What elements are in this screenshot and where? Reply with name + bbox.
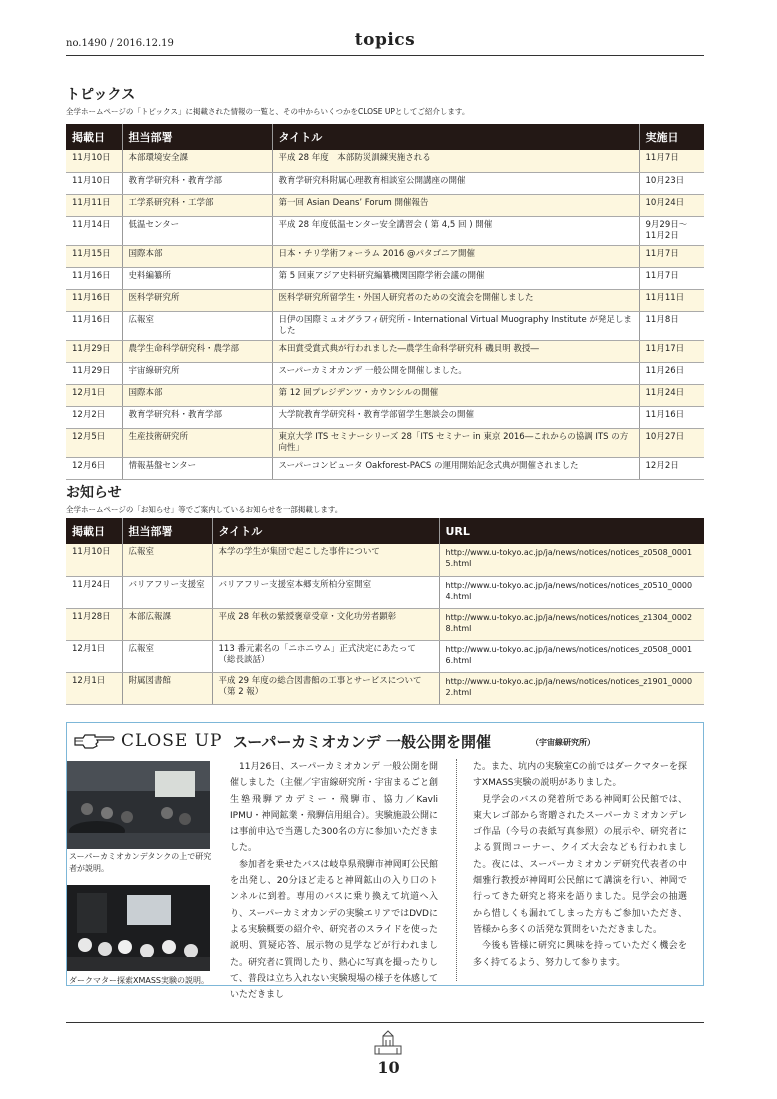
cell-url[interactable]: http://www.u-tokyo.ac.jp/ja/news/notices/notices_z1304_00028.html <box>439 608 704 640</box>
article-paragraph: た。また、坑内の実験室Cの前ではダークマターを探すXMASS実験の説明がありました。 <box>473 762 687 789</box>
article-paragraph: 参加者を乗せたバスは岐阜県飛騨市神岡町公民館を出発し、20分ほど走ると神岡鉱山の入り口のトンネルに到着。専用のバスに乗り換えて坑道へ入り、スーパーカミオカンデの実験エリアではDVDによる実験概要の紹介や、研究者のスライドを使った説明、質疑応答、展示物の見学などが行われました。研究者に質問したり、熱心に写真を撮ったりして、普段は立ち入れない実験現場の様子を体感していただきまし <box>230 859 438 1001</box>
table-row <box>66 216 704 245</box>
article-paragraph: 見学会のバスの発着所である神岡町公民館では、東大レゴ部から寄贈されたスーパーカミオカンデレゴ作品（今号の表紙写真参照）の展示や、研究者による質問コーナー、クイズ大会なども行われました。夜には、スーパーカミオカンデ研究代表者の中畑雅行教授が神岡町公民館にて講演を行い、神岡で行ってきた研究と将来を語りました。見学会の抽選から惜しくも漏れてしまった方もご参加いただき、皆様から多くの活発な質問をいただきました。 <box>473 794 687 935</box>
table-row <box>66 544 704 576</box>
topics-description: 全学ホームページの「トピックス」に掲載された情報の一覧と、その中からいくつかをCLOSE UPとしてご紹介します。 <box>66 107 470 116</box>
closeup-title: スーパーカミオカンデ 一般公開を開催 <box>233 733 491 751</box>
cell-dept: 広報室 <box>122 640 212 672</box>
cell-event-date: 10月23日 <box>639 172 704 194</box>
cell-date: 11月16日 <box>66 289 122 311</box>
cell-title: 大学院教育学研究科・教育学部留学生懇談会の開催 <box>272 406 639 428</box>
article-column-1 <box>230 759 438 1003</box>
cell-date: 11月16日 <box>66 267 122 289</box>
cell-date: 11月14日 <box>66 216 122 245</box>
col-header-title: タイトル <box>212 518 439 544</box>
cell-title: 本田賞受賞式典が行われました―農学生命科学研究科 磯貝明 教授― <box>272 340 639 362</box>
cell-title: 医科学研究所留学生・外国人研究者のための交流会を開催しました <box>272 289 639 311</box>
col-header-dept: 担当部署 <box>122 124 272 150</box>
table-row <box>66 457 704 479</box>
cell-dept: 宇宙線研究所 <box>122 362 272 384</box>
yasuda-auditorium-icon <box>371 1030 405 1056</box>
cell-title: 平成 29 年度の総合図書館の工事とサービスについて（第 2 報） <box>212 672 439 704</box>
page-header <box>66 30 704 56</box>
pointing-hand-icon <box>73 732 115 750</box>
cell-event-date: 11月7日 <box>639 150 704 172</box>
table-row <box>66 245 704 267</box>
cell-dept: 本部環境安全課 <box>122 150 272 172</box>
photo1-caption: スーパーカミオカンデタンクの上で研究者が説明。 <box>69 852 212 873</box>
cell-date: 12月1日 <box>66 672 122 704</box>
closeup-section <box>66 722 704 1001</box>
cell-date: 11月28日 <box>66 608 122 640</box>
cell-dept: 教育学研究科・教育学部 <box>122 406 272 428</box>
cell-title: 平成 28 年度低温センター安全講習会 ( 第 4,5 回 ) 開催 <box>272 216 639 245</box>
notices-description: 全学ホームページの「お知らせ」等でご案内しているお知らせを一部掲載します。 <box>66 505 343 514</box>
cell-date: 11月24日 <box>66 576 122 608</box>
cell-title: 東京大学 ITS セミナーシリーズ 28「ITS セミナー in 東京 2016―これからの協調 ITS の方向性」 <box>272 428 639 457</box>
table-row <box>66 384 704 406</box>
col-header-dept: 担当部署 <box>122 518 212 544</box>
cell-dept: 工学系研究科・工学部 <box>122 194 272 216</box>
cell-event-date: 11月26日 <box>639 362 704 384</box>
table-row <box>66 640 704 672</box>
article-paragraph: 今後も皆様に研究に興味を持っていただく機会を多く持てるよう、努力して参ります。 <box>473 941 687 968</box>
table-row <box>66 194 704 216</box>
cell-dept: 医科学研究所 <box>122 289 272 311</box>
closeup-header <box>73 731 222 751</box>
cell-date: 11月16日 <box>66 311 122 340</box>
table-row <box>66 311 704 340</box>
cell-title: 第 12 回プレジデンツ・カウンシルの開催 <box>272 384 639 406</box>
article-paragraph: 11月26日、スーパーカミオカンデ 一般公開を開催しました（主催／宇宙線研究所・宇宙まるごと創生塾飛騨アカデミー・飛騨市、協力／Kavli IPMU・神岡鉱業・飛騨信用組合）。実験施設公開には事前申込で当選した300名の方に参加いただきました。 <box>230 762 438 854</box>
cell-event-date: 11月17日 <box>639 340 704 362</box>
col-header-title: タイトル <box>272 124 639 150</box>
footer-rule <box>66 1022 704 1023</box>
closeup-org: （宇宙線研究所） <box>531 738 595 747</box>
cell-title: 第一回 Asian Deans’ Forum 開催報告 <box>272 194 639 216</box>
table-row <box>66 267 704 289</box>
table-row <box>66 289 704 311</box>
cell-date: 12月6日 <box>66 457 122 479</box>
cell-event-date: 11月24日 <box>639 384 704 406</box>
article-column-2 <box>473 759 687 971</box>
issue-info: no.1490 / 2016.12.19 <box>66 38 174 49</box>
col-header-url: URL <box>439 518 704 544</box>
cell-date: 12月2日 <box>66 406 122 428</box>
cell-event-date: 10月27日 <box>639 428 704 457</box>
table-row <box>66 340 704 362</box>
cell-event-date: 10月24日 <box>639 194 704 216</box>
notices-header-row <box>66 518 704 544</box>
cell-event-date: 11月7日 <box>639 245 704 267</box>
notices-table <box>66 518 704 705</box>
cell-date: 12月5日 <box>66 428 122 457</box>
cell-event-date: 12月2日 <box>639 457 704 479</box>
cell-event-date: 11月7日 <box>639 267 704 289</box>
topics-heading: トピックス <box>66 87 136 103</box>
notices-heading: お知らせ <box>66 485 122 501</box>
topics-header-row <box>66 124 704 150</box>
cell-dept: 生産技術研究所 <box>122 428 272 457</box>
cell-date: 12月1日 <box>66 640 122 672</box>
cell-dept: バリアフリー支援室 <box>122 576 212 608</box>
cell-date: 11月15日 <box>66 245 122 267</box>
table-row <box>66 672 704 704</box>
col-header-event-date: 実施日 <box>639 124 704 150</box>
cell-dept: 広報室 <box>122 311 272 340</box>
cell-dept: 教育学研究科・教育学部 <box>122 172 272 194</box>
cell-dept: 国際本部 <box>122 245 272 267</box>
topics-table <box>66 124 704 480</box>
cell-event-date: 11月16日 <box>639 406 704 428</box>
col-header-date: 掲載日 <box>66 124 122 150</box>
header-title: topics <box>354 30 416 50</box>
cell-date: 11月11日 <box>66 194 122 216</box>
cell-date: 11月29日 <box>66 362 122 384</box>
table-row <box>66 406 704 428</box>
cell-dept: 農学生命科学研究科・農学部 <box>122 340 272 362</box>
table-row <box>66 150 704 172</box>
cell-event-date: 11月8日 <box>639 311 704 340</box>
cell-dept: 附属図書館 <box>122 672 212 704</box>
cell-dept: 低温センター <box>122 216 272 245</box>
table-row <box>66 576 704 608</box>
table-row <box>66 362 704 384</box>
cell-url[interactable]: http://www.u-tokyo.ac.jp/ja/news/notices/notices_z1901_00002.html <box>439 672 704 704</box>
cell-title: 本学の学生が集団で起こした事件について <box>212 544 439 576</box>
col-header-date: 掲載日 <box>66 518 122 544</box>
photo2-caption: ダークマター探索XMASS実験の説明。 <box>69 976 210 985</box>
cell-title: バリアフリー支援室本郷支所柏分室開室 <box>212 576 439 608</box>
xmass-experiment-photo <box>67 885 210 971</box>
cell-title: スーパーコンピュータ Oakforest-PACS の運用開始記念式典が開催されました <box>272 457 639 479</box>
cell-date: 11月29日 <box>66 340 122 362</box>
cell-event-date: 9月29日～11月2日 <box>639 216 704 245</box>
cell-dept: 本部広報課 <box>122 608 212 640</box>
cell-dept: 史料編纂所 <box>122 267 272 289</box>
cell-url[interactable]: http://www.u-tokyo.ac.jp/ja/news/notices/notices_z0508_00015.html <box>439 544 704 576</box>
page-number: 10 <box>377 1058 400 1077</box>
table-row <box>66 172 704 194</box>
table-row <box>66 608 704 640</box>
cell-date: 11月10日 <box>66 172 122 194</box>
cell-title: 平成 28 年秋の紫綬褒章受章・文化功労者顕彰 <box>212 608 439 640</box>
cell-title: 教育学研究科附属心理教育相談室公開講座の開催 <box>272 172 639 194</box>
cell-title: 第 5 回東アジア史料研究編纂機関国際学術会議の開催 <box>272 267 639 289</box>
cell-date: 11月10日 <box>66 150 122 172</box>
cell-date: 12月1日 <box>66 384 122 406</box>
cell-dept: 広報室 <box>122 544 212 576</box>
cell-title: スーパーカミオカンデ 一般公開を開催しました。 <box>272 362 639 384</box>
super-kamiokande-tank-photo <box>67 761 210 849</box>
cell-dept: 情報基盤センター <box>122 457 272 479</box>
cell-url[interactable]: http://www.u-tokyo.ac.jp/ja/news/notices/notices_z0508_00016.html <box>439 640 704 672</box>
cell-url[interactable]: http://www.u-tokyo.ac.jp/ja/news/notices/notices_z0510_00004.html <box>439 576 704 608</box>
cell-title: 平成 28 年度 本部防災訓練実施される <box>272 150 639 172</box>
cell-event-date: 11月11日 <box>639 289 704 311</box>
column-divider <box>456 759 457 981</box>
cell-dept: 国際本部 <box>122 384 272 406</box>
table-row <box>66 428 704 457</box>
cell-title: 日伊の国際ミュオグラフィ研究所 - International Virtual Muography Institute が発足しました <box>272 311 639 340</box>
cell-title: 113 番元素名の「ニホニウム」正式決定にあたって（総長談話） <box>212 640 439 672</box>
cell-date: 11月10日 <box>66 544 122 576</box>
closeup-label: CLOSE UP <box>121 731 223 751</box>
cell-title: 日本・チリ学術フォーラム 2016 @パタゴニア開催 <box>272 245 639 267</box>
